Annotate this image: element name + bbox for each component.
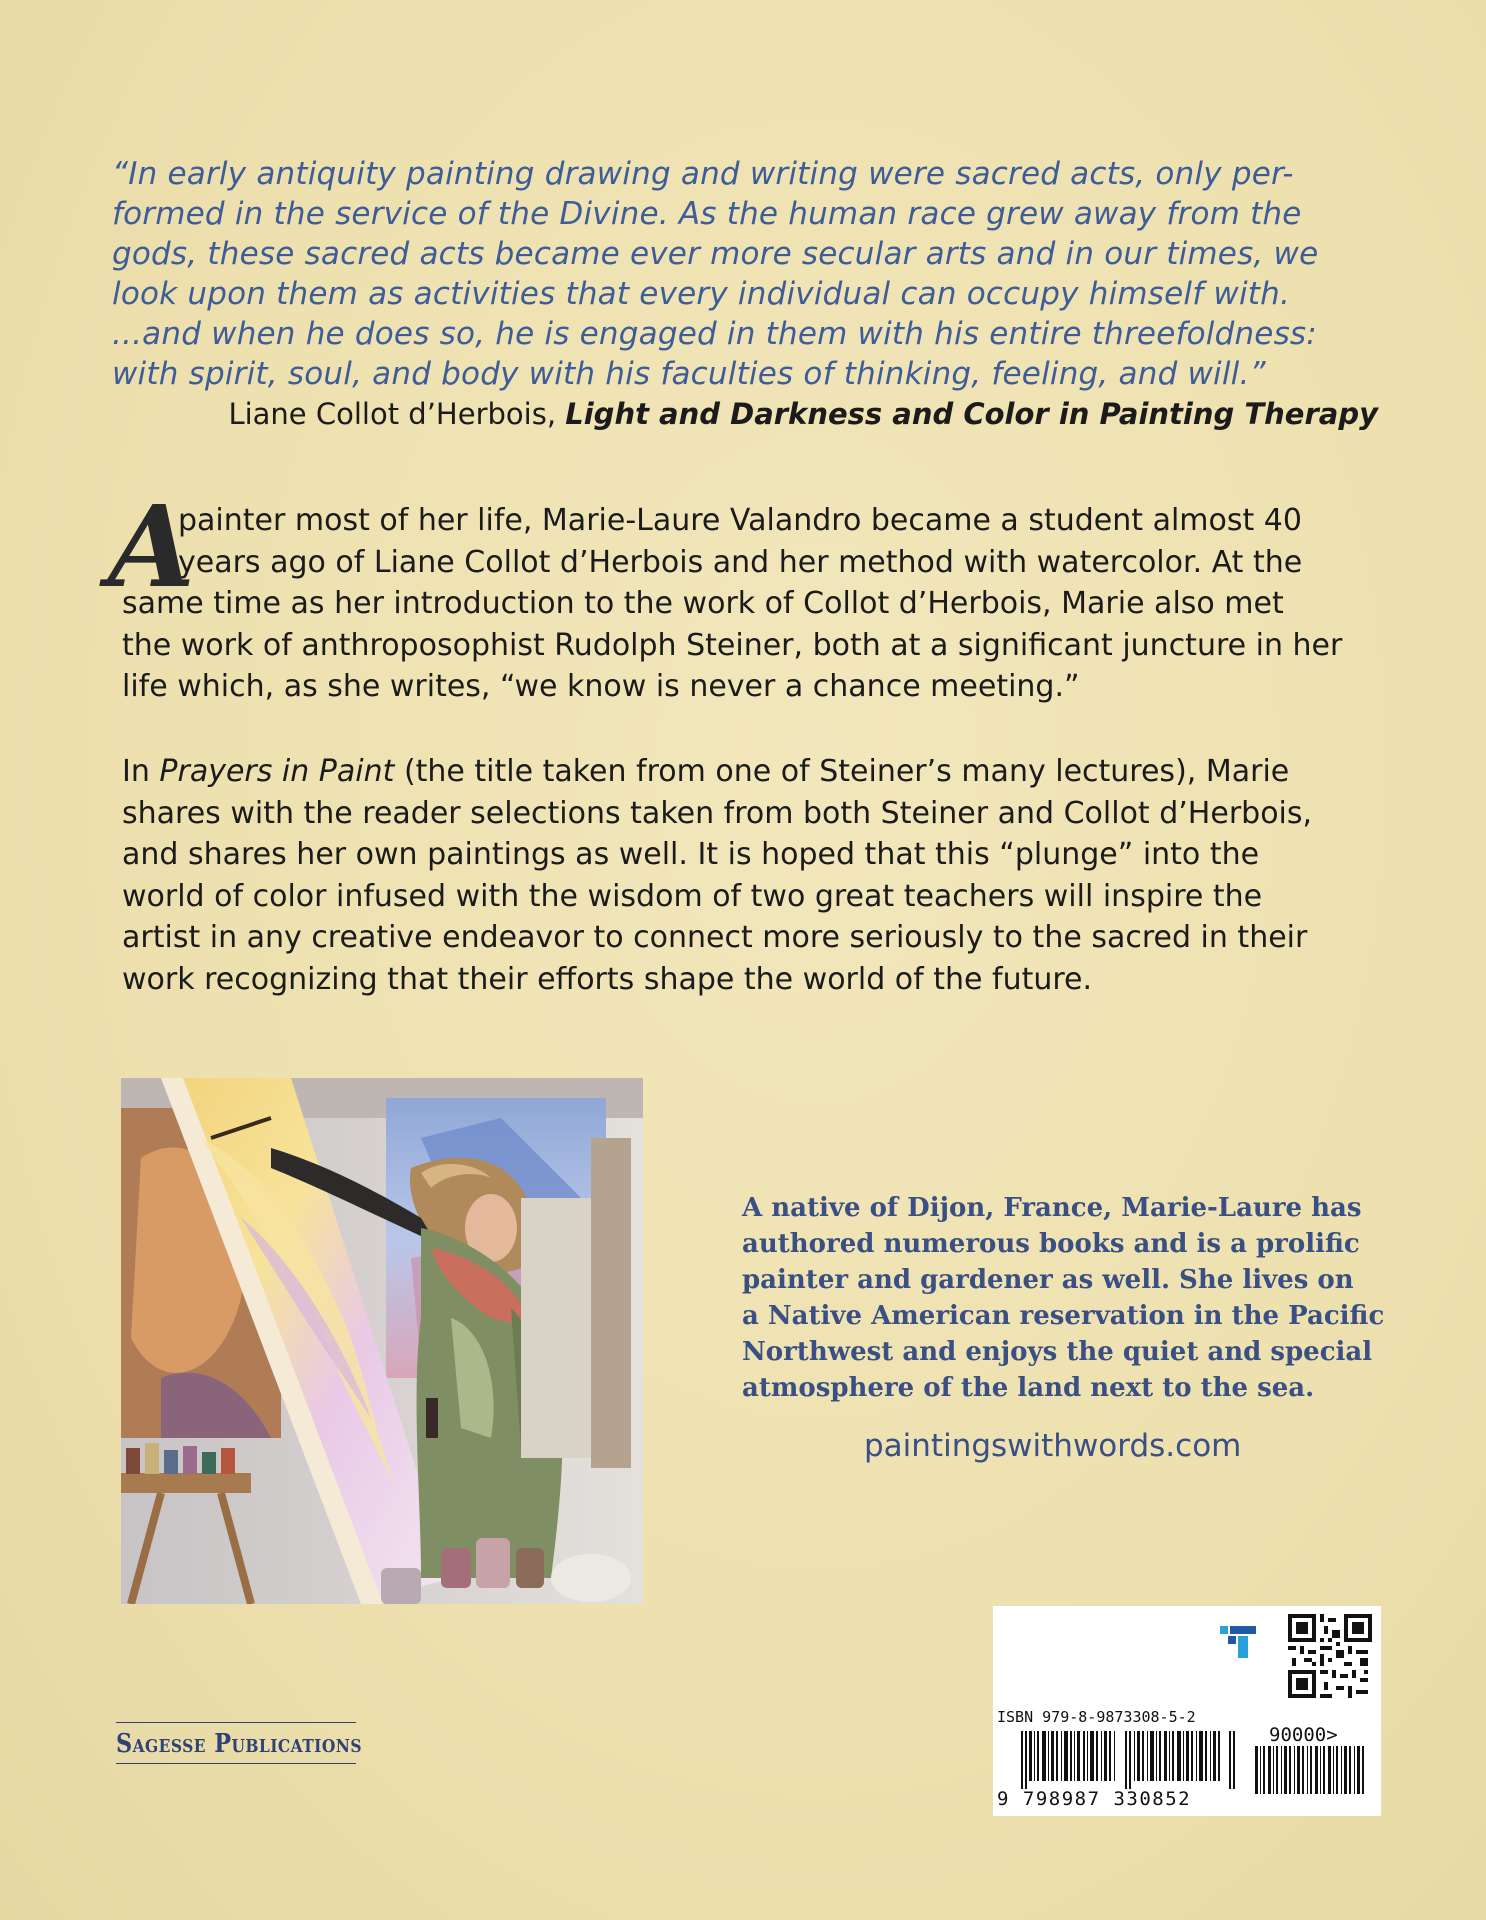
quote-line: formed in the service of the Divine. As the human race grew away from the — [112, 196, 1302, 232]
bio-line: atmosphere of the land next to the sea. — [742, 1373, 1315, 1403]
intro-line: same time as her introduction to the work of Collot d’Herbois, Marie also met — [122, 586, 1284, 621]
quote-line: with spirit, soul, and body with his faculties of thinking, feeling, and will.” — [112, 356, 1266, 392]
price-code: 90000> — [1269, 1724, 1338, 1746]
quote-attribution — [228, 397, 1378, 431]
publisher-t-icon — [1218, 1624, 1258, 1660]
website-link[interactable]: paintingswithwords.com — [864, 1428, 1242, 1464]
description-paragraph — [122, 751, 1380, 1000]
isbn-barcode — [1021, 1731, 1246, 1789]
quote-line: “In early antiquity painting drawing and writing were sacred acts, only per- — [112, 156, 1294, 192]
price-barcode — [1255, 1746, 1370, 1794]
barcode-digits: 9 798987 330852 — [997, 1788, 1192, 1810]
description-line: world of color infused with the wisdom of two great teachers will inspire the — [122, 878, 1263, 914]
description-lead: In — [122, 754, 160, 789]
intro-line: years ago of Liane Collot d’Herbois and her method with watercolor. At the — [178, 544, 1303, 580]
quote-line: ...and when he does so, he is engaged in them with his entire threefoldness: — [112, 316, 1317, 352]
quote-line: gods, these sacred acts became ever more secular arts and in our times, we — [112, 236, 1319, 272]
author-bio — [742, 1190, 1385, 1406]
isbn-text: ISBN 979-8-9873308-5-2 — [997, 1708, 1196, 1726]
bio-line: Northwest and enjoys the quiet and special — [742, 1337, 1373, 1367]
barcode-label — [993, 1606, 1381, 1816]
attribution-book-title: Light and Darkness and Color in Painting Therapy — [565, 397, 1378, 431]
description-line: work recognizing that their efforts shape the world of the future. — [122, 961, 1093, 997]
publisher-logo — [116, 1722, 362, 1764]
author-painting-photo — [121, 1078, 643, 1604]
intro-line: life which, as she writes, “we know is never a chance meeting.” — [122, 669, 1080, 704]
drop-cap: A — [108, 482, 195, 613]
bio-line: painter and gardener as well. She lives on — [742, 1265, 1354, 1295]
publisher-name: Sagesse Publications — [116, 1729, 362, 1759]
epigraph-quote — [112, 154, 1390, 394]
book-title: Prayers in Paint — [159, 754, 395, 789]
intro-line: the work of anthroposophist Rudolph Steiner, both at a significant juncture in her — [122, 627, 1343, 663]
description-line: artist in any creative endeavor to connect more seriously to the sacred in their — [122, 920, 1308, 955]
bio-line: a Native American reservation in the Pacific — [742, 1301, 1385, 1331]
quote-line: look upon them as activities that every individual can occupy himself with. — [112, 276, 1291, 312]
description-line1-rest: (the title taken from one of Steiner’s many lectures), Marie — [394, 754, 1290, 789]
bio-line: A native of Dijon, France, Marie-Laure has — [742, 1193, 1362, 1223]
bio-line: authored numerous books and is a prolific — [742, 1229, 1360, 1259]
description-line: and shares her own paintings as well. It is hoped that this “plunge” into the — [122, 837, 1260, 872]
attribution-author: Liane Collot d’Herbois, — [228, 397, 566, 431]
intro-paragraph — [108, 482, 1380, 708]
intro-line: painter most of her life, Marie-Laure Valandro became a student almost 40 — [178, 503, 1302, 538]
qr-code-icon — [1288, 1614, 1372, 1698]
description-line — [122, 751, 1380, 793]
description-line: shares with the reader selections taken from both Steiner and Collot d’Herbois, — [122, 795, 1313, 831]
